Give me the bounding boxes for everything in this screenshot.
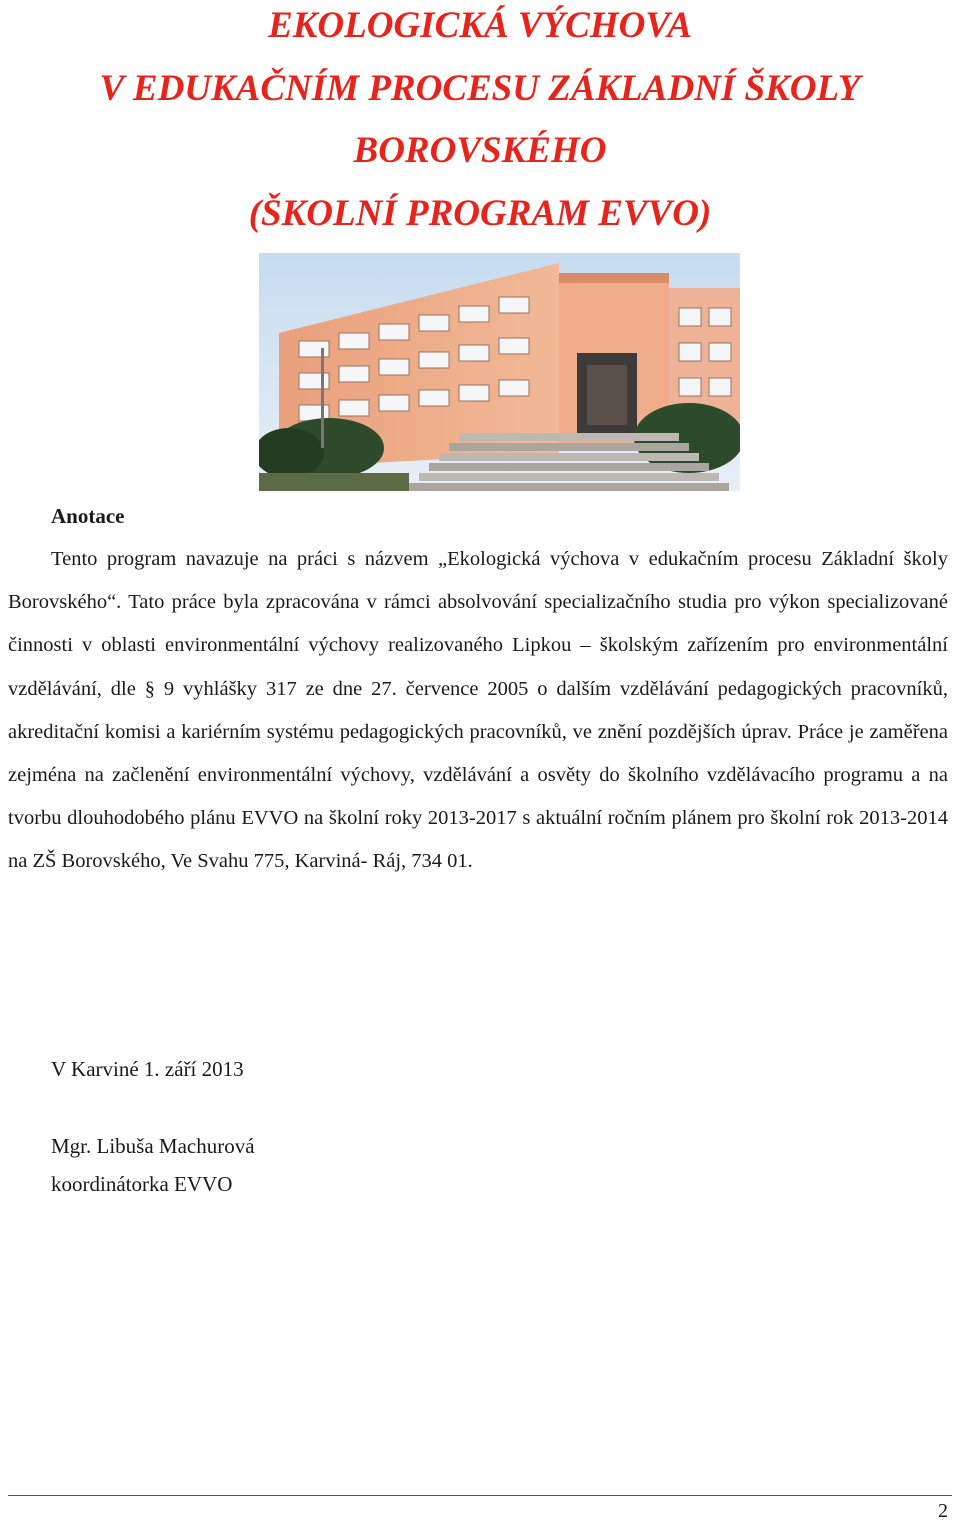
title-line-1: EKOLOGICKÁ VÝCHOVA xyxy=(268,5,692,46)
school-building-photo xyxy=(259,253,740,491)
title-line-3: BOROVSKÉHO xyxy=(353,130,607,171)
title-line-4: (ŠKOLNÍ PROGRAM EVVO) xyxy=(248,193,712,234)
author-role: koordinátorka EVVO xyxy=(51,1172,233,1196)
abstract-heading: Anotace xyxy=(51,504,125,528)
author-name: Mgr. Libuša Machurová xyxy=(51,1134,255,1158)
abstract-body: Tento program navazuje na práci s názvem „Ekologická výchova v edukačním procesu Základní školy Borovského“. Tato práce byla zpracována v rámci absolvování specializačního studia pro výkon specializované činnosti v oblasti environmentální výchovy realizovaného Lipkou – školským zařízením pro environmentální vzdělávání, dle § 9 vyhlášky 317 ze dne 27. července 2005 o dalším vzdělávání pedagogických pracovníků, akreditační komisi a kariérním systému pedagogických pracovníků, ve znění pozdějších úprav. Práce je zaměřena zejména na začlenění environmentální výchovy, vzdělávání a osvěty do školního vzdělávacího programu a na tvorbu dlouhodobého plánu EVVO na školní roky 2013-2017 s aktuální ročním plánem pro školní rok 2013-2014 na ZŠ Borovského, Ve Svahu 775, Karviná- Ráj, 734 01. xyxy=(8,548,948,873)
place-and-date: V Karviné 1. září 2013 xyxy=(51,1057,244,1081)
footer-divider xyxy=(8,1495,952,1496)
page-number: 2 xyxy=(938,1500,948,1522)
title-line-2: V EDUKAČNÍM PROCESU ZÁKLADNÍ ŠKOLY xyxy=(99,68,861,109)
abstract-paragraph xyxy=(8,538,948,884)
